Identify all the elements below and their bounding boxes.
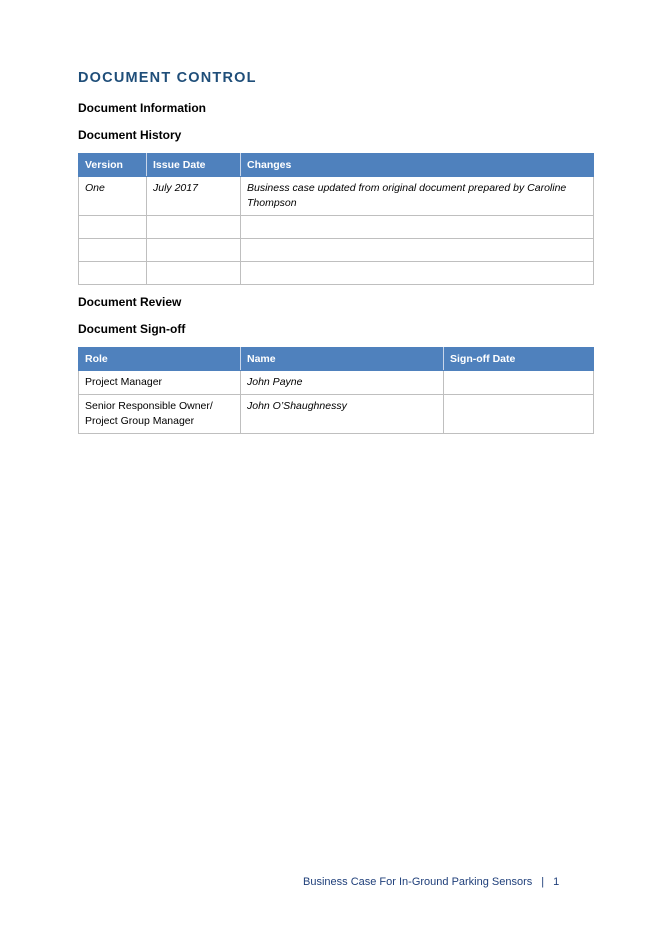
changes-cell — [241, 262, 594, 285]
issue-date-cell — [147, 262, 241, 285]
column-header-role: Role — [79, 348, 241, 371]
table-row — [79, 371, 594, 395]
version-cell — [79, 239, 147, 262]
column-header-signoff-date: Sign-off Date — [444, 348, 594, 371]
name-cell: John O’Shaughnessy — [241, 395, 444, 434]
table-row — [79, 395, 594, 434]
signoff-date-cell — [444, 395, 594, 434]
footer-document-title: Business Case For In-Ground Parking Sensors — [303, 876, 533, 888]
table-row — [79, 177, 594, 216]
version-cell — [79, 262, 147, 285]
column-header-issue-date: Issue Date — [147, 154, 241, 177]
issue-date-cell — [147, 216, 241, 239]
footer-separator: | — [541, 876, 545, 888]
heading-document-review: Document Review — [78, 295, 182, 309]
role-cell: Senior Responsible Owner/ Project Group Manager — [79, 395, 241, 434]
column-header-changes: Changes — [241, 154, 594, 177]
name-cell: John Payne — [241, 371, 444, 395]
heading-document-signoff: Document Sign-off — [78, 322, 186, 336]
changes-cell — [241, 239, 594, 262]
document-signoff-table — [78, 347, 594, 434]
table-row — [79, 262, 594, 285]
table-header-row — [79, 154, 594, 177]
table-header-row — [79, 348, 594, 371]
issue-date-cell: July 2017 — [147, 177, 241, 216]
heading-document-information: Document Information — [78, 101, 206, 115]
document-history-table — [78, 153, 594, 285]
changes-cell: Business case updated from original document prepared by Caroline Thompson — [241, 177, 594, 216]
version-cell: One — [79, 177, 147, 216]
column-header-version: Version — [79, 154, 147, 177]
version-cell — [79, 216, 147, 239]
changes-cell — [241, 216, 594, 239]
heading-document-history: Document History — [78, 128, 182, 142]
page-number: 1 — [553, 876, 560, 888]
table-row — [79, 216, 594, 239]
issue-date-cell — [147, 239, 241, 262]
page-footer — [303, 876, 559, 888]
signoff-date-cell — [444, 371, 594, 395]
column-header-name: Name — [241, 348, 444, 371]
page-title: DOCUMENT CONTROL — [78, 70, 257, 86]
table-row — [79, 239, 594, 262]
role-cell: Project Manager — [79, 371, 241, 395]
